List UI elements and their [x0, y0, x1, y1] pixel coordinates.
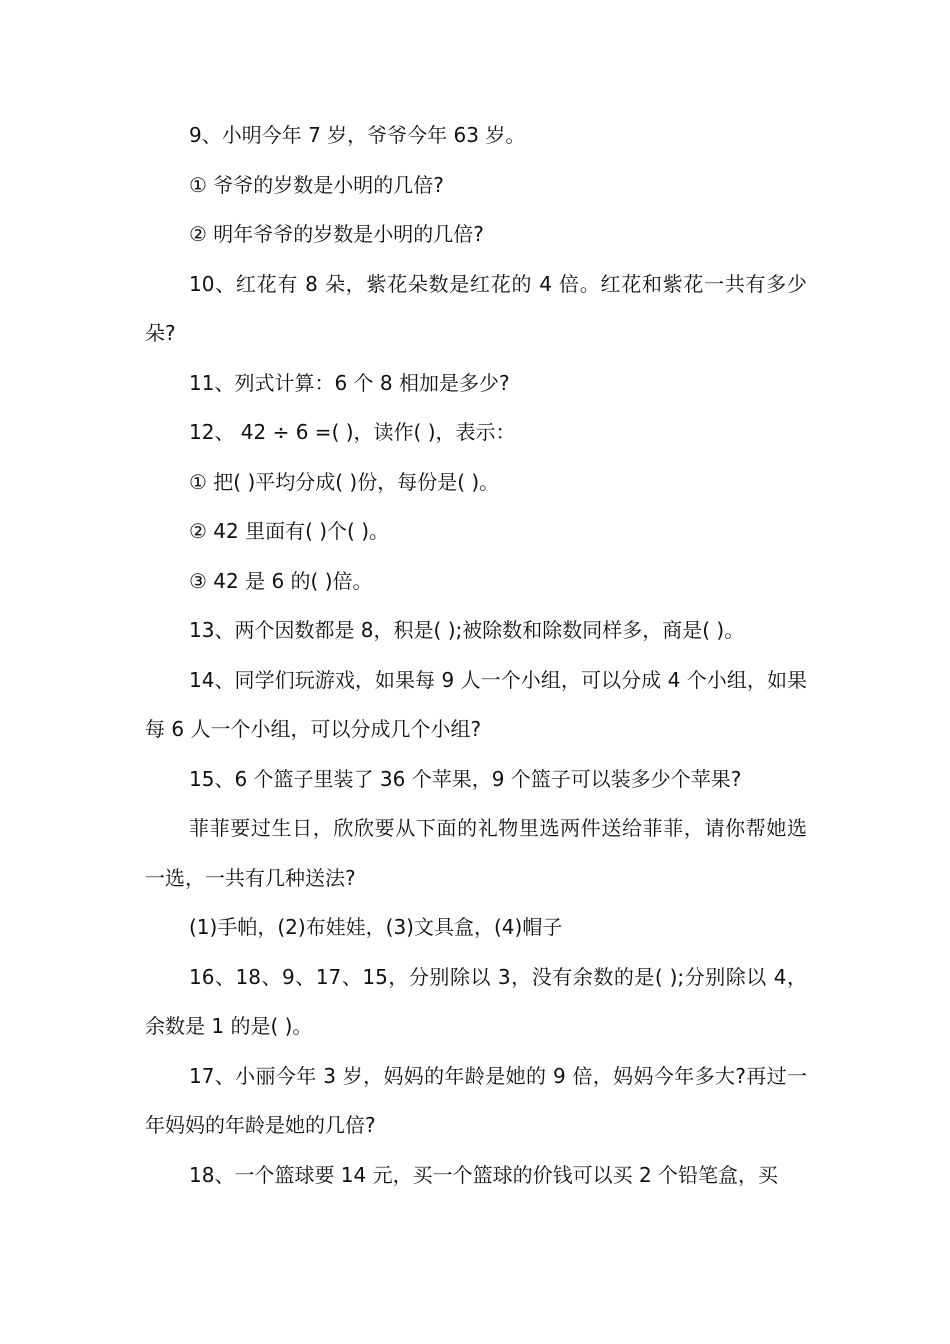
question-9: 9、小明今年 7 岁，爷爷今年 63 岁。: [189, 123, 526, 147]
gift-question: 菲菲要过生日，欣欣要从下面的礼物里选两件送给菲菲，请你帮她选一选，一共有几种送法?: [145, 816, 807, 890]
document-body: [145, 111, 807, 1200]
gift-options: (1)手帕，(2)布娃娃，(3)文具盒，(4)帽子: [189, 915, 563, 939]
question-18: 18、一个篮球要 14 元，买一个篮球的价钱可以买 2 个铅笔盒，买: [189, 1162, 779, 1187]
question-15: 15、6 个篮子里装了 36 个苹果，9 个篮子可以装多少个苹果?: [189, 766, 742, 791]
question-12-part-2: ② 42 里面有( )个( )。: [189, 519, 390, 543]
question-14: 14、同学们玩游戏，如果每 9 人一个小组，可以分成 4 个小组，如果每 6 人一个小组，可以分成几个小组?: [145, 667, 807, 741]
question-9-part-2: ② 明年爷爷的岁数是小明的几倍?: [189, 222, 484, 246]
question-17: 17、小丽今年 3 岁，妈妈的年龄是她的 9 倍，妈妈今年多大?再过一年妈妈的年龄是她的几倍?: [145, 1063, 807, 1137]
question-12-part-3: ③ 42 是 6 的( )倍。: [189, 568, 373, 593]
question-10: 10、红花有 8 朵，紫花朵数是红花的 4 倍。红花和紫花一共有多少朵?: [145, 271, 807, 345]
question-11: 11、列式计算：6 个 8 相加是多少?: [189, 370, 510, 395]
question-9-part-1: ① 爷爷的岁数是小明的几倍?: [189, 172, 444, 197]
question-12: 12、 42 ÷ 6 =( )，读作( )，表示：: [189, 420, 516, 444]
question-13: 13、两个因数都是 8，积是( );被除数和除数同样多，商是( )。: [189, 618, 745, 642]
question-12-part-1: ① 把( )平均分成( )份，每份是( )。: [189, 469, 500, 494]
question-16: 16、18、9、17、15，分别除以 3，没有余数的是( );分别除以 4，余数是 1 的是( )。: [145, 964, 807, 1038]
